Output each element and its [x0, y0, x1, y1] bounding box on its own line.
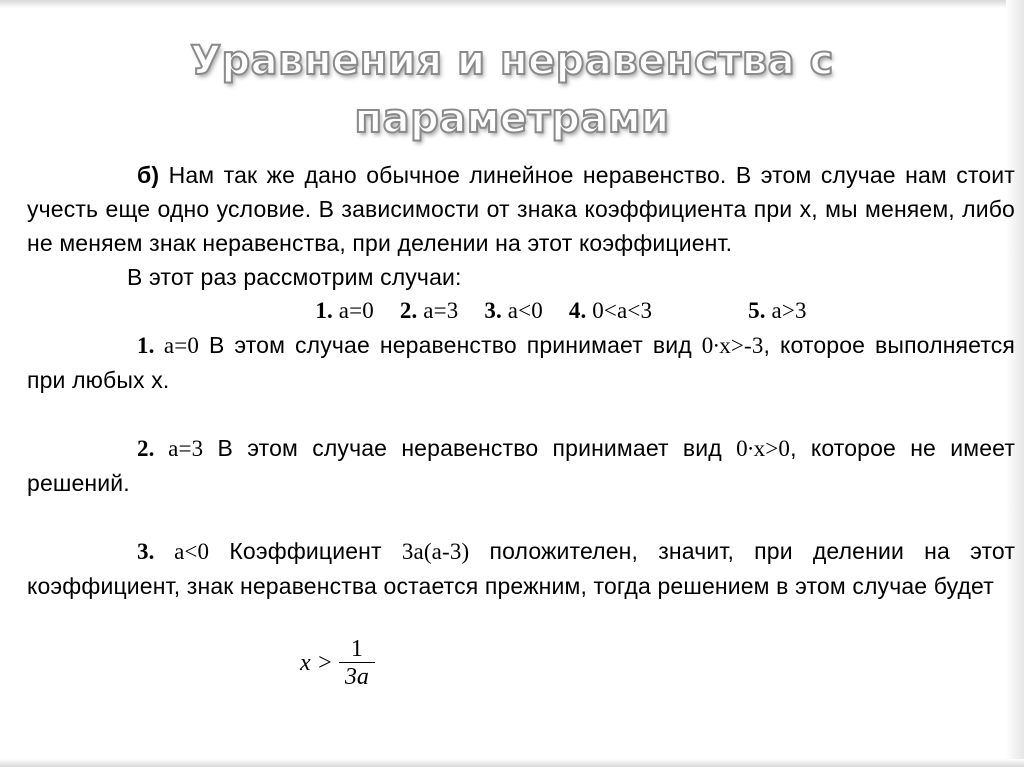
- case-item: 5. a>3: [748, 298, 807, 323]
- intro-label: б): [137, 162, 160, 188]
- title-line-2: параметрами: [354, 96, 670, 142]
- case-item: 4. 0<a<3: [568, 298, 653, 323]
- solution-formula: [300, 636, 375, 691]
- case2-expression: 0∙x>0: [736, 436, 791, 461]
- formula-fraction: [339, 636, 375, 691]
- formula-numerator: 1: [350, 636, 363, 662]
- case1-expression: 0∙x>-3: [701, 333, 764, 358]
- case1-paragraph: 1. a=0 В этом случае неравенство принимает вид 0∙x>-3, которое выполняется при любых x.: [27, 332, 1016, 393]
- slide-frame-bottom: [0, 759, 1024, 767]
- intro-paragraph: [27, 158, 1015, 260]
- case3-paragraph: 3. a<0 Коэффициент 3a(a-3) положителен, значит, при делении на этот коэффициент, знак неравенства остается прежним, тогда решением в этом случае будет: [27, 538, 1016, 599]
- formula-lhs: x >: [300, 650, 333, 676]
- slide-frame-top: [0, 0, 1024, 8]
- case-item: 2. a=3: [399, 298, 459, 323]
- case2-paragraph: 2. a=3 В этом случае неравенство принимает вид 0∙x>0, которое не имеет решений.: [27, 435, 1015, 496]
- case-item: 1. a=0: [315, 298, 374, 323]
- cases-list: [27, 294, 1015, 328]
- intro-text: Нам так же дано обычное линейное неравенство. В этом случае нам стоит учесть еще одно условие. В зависимости от знака коэффициента при x, мы меняем, либо не меняем знак неравенства, при делении на этот коэффициент.: [27, 162, 1015, 256]
- formula-denominator: 3a: [344, 664, 369, 690]
- title-line-1: Уравнения и неравенства с: [190, 38, 834, 84]
- case-item: 3. a<0: [484, 298, 543, 323]
- case3-expression: 3a(a-3): [401, 539, 470, 564]
- cases-intro: В этот раз рассмотрим случаи:: [127, 264, 462, 290]
- slide-title: [0, 32, 1024, 148]
- slide-body: [27, 158, 1015, 603]
